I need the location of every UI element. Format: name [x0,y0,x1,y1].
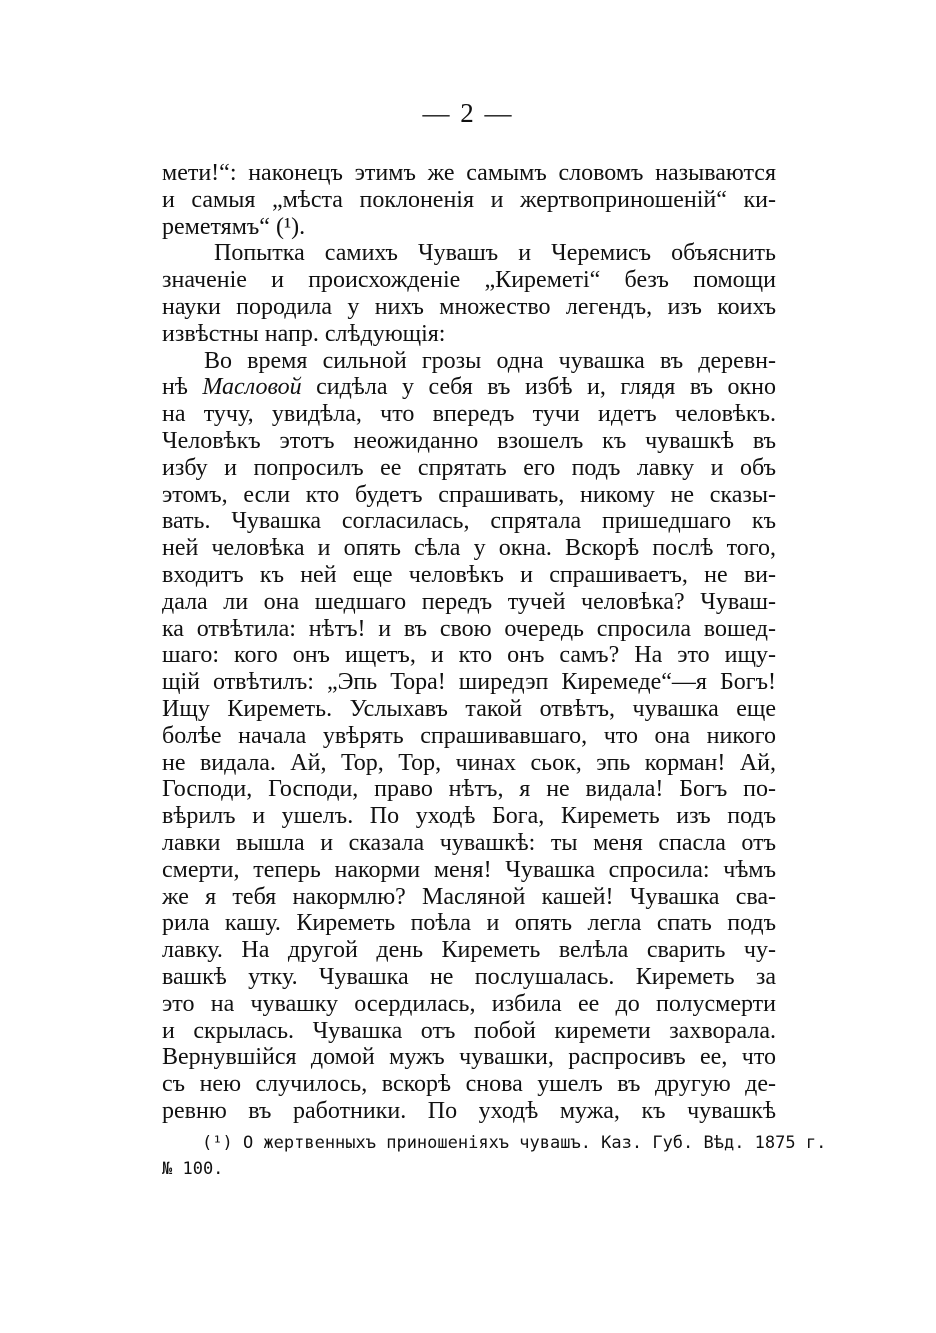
text-line: же я тебя накормлю? Масляной кашей! Чувашка сва- [162,883,776,910]
text-line: ней человѣка и опять сѣла у окна. Вскорѣ послѣ того, [162,535,776,562]
text-line: не видала. Ай, Тор, Тор, чинах сьок, эпь корман! Ай, [162,749,776,776]
text-line: это на чувашку осердилась, избила ее до полусмерти [162,990,776,1017]
text-line: Попытка самихъ Чувашъ и Черемисъ объяснить [214,240,776,267]
text-line: лавку. На другой день Киреметь велѣла сварить чу- [162,937,776,964]
text-line: дала ли она шедшаго передъ тучей человѣка? Чуваш- [162,588,776,615]
text-line: ревню въ работники. По уходѣ мужа, къ чувашкѣ [162,1097,776,1124]
text-line: Господи, Господи, право нѣтъ, я не видала! Богъ по- [162,776,776,803]
italic-place-name: Масловой [202,374,302,401]
text-line: вать. Чувашка согласилась, спрятала пришедшаго къ [162,508,776,535]
text-line: Ищу Киреметь. Услыхавъ такой отвѣтъ, чувашка еще [162,695,776,722]
text-line: щій отвѣтилъ: „Эпь Тора! ширедэп Киремеде“—я Богъ! [162,669,776,696]
body-text [162,160,776,1125]
text-line: реметямъ“ (¹). [162,213,306,240]
text-line: этомъ, если кто будетъ спрашивать, никому не сказы- [162,481,776,508]
text-line: лавки вышла и сказала чувашкѣ: ты меня спасла отъ [162,829,776,856]
footnote [162,1130,827,1182]
text-line: и скрылась. Чувашка отъ побой киремети захворала. [162,1017,776,1044]
text-line: Во время сильной грозы одна чувашка въ деревн- [204,347,776,374]
text-line: извѣстны напр. слѣдующія: [162,320,446,347]
text-line: Вернувшійся домой мужъ чувашки, распросивъ ее, что [162,1044,776,1071]
text-line: науки породила у нихъ множество легендъ, изъ коихъ [162,293,776,320]
text-line: значеніе и происхожденіе „Киреметі“ безъ помощи [162,267,776,294]
text-line: ка отвѣтила: нѣтъ! и въ свою очередь спросила вошед- [162,615,776,642]
page-number: — 2 — [422,98,514,128]
text-line: шаго: кого онъ ищетъ, и кто онъ самъ? На это ищу- [162,642,776,669]
footnote-line: (¹) О жертвенныхъ приношеніяхъ чувашъ. Каз. Губ. Вѣд. 1875 г. [202,1133,827,1153]
text-line: вашкѣ утку. Чувашка не послушалась. Киреметь за [162,963,776,990]
text-line: на тучу, увидѣла, что впередъ тучи идетъ человѣкъ. [162,401,776,428]
text-line: съ нею случилось, вскорѣ снова ушелъ въ другую де- [162,1071,776,1098]
text-line-with-italic: нѣ Масловой сидѣла у себя въ избѣ и, глядя въ окно [162,374,776,401]
text-line: мети!“: наконецъ этимъ же самымъ словомъ называются [162,160,776,186]
text-line: рила кашу. Киреметь поѣла и опять легла спать подъ [162,910,776,937]
text-line: болѣе начала увѣрять спрашивавшаго, что она никого [162,722,776,749]
text-line: смерти, теперь накорми меня! Чувашка спросила: чѣмъ [162,856,776,883]
text-line: избу и попросилъ ее спрятать его подъ лавку и объ [162,454,776,481]
text-line: входитъ къ ней еще человѣкъ и спрашиваетъ, не ви- [162,561,776,588]
text-line: вѣрилъ и ушелъ. По уходѣ Бога, Киреметь изъ подъ [162,803,776,830]
text-line: и самыя „мѣста поклоненія и жертвоприношеній“ ки- [162,186,776,213]
footnote-line: № 100. [162,1159,224,1179]
text-line: Человѣкъ этотъ неожиданно взошелъ къ чувашкѣ въ [162,427,776,454]
